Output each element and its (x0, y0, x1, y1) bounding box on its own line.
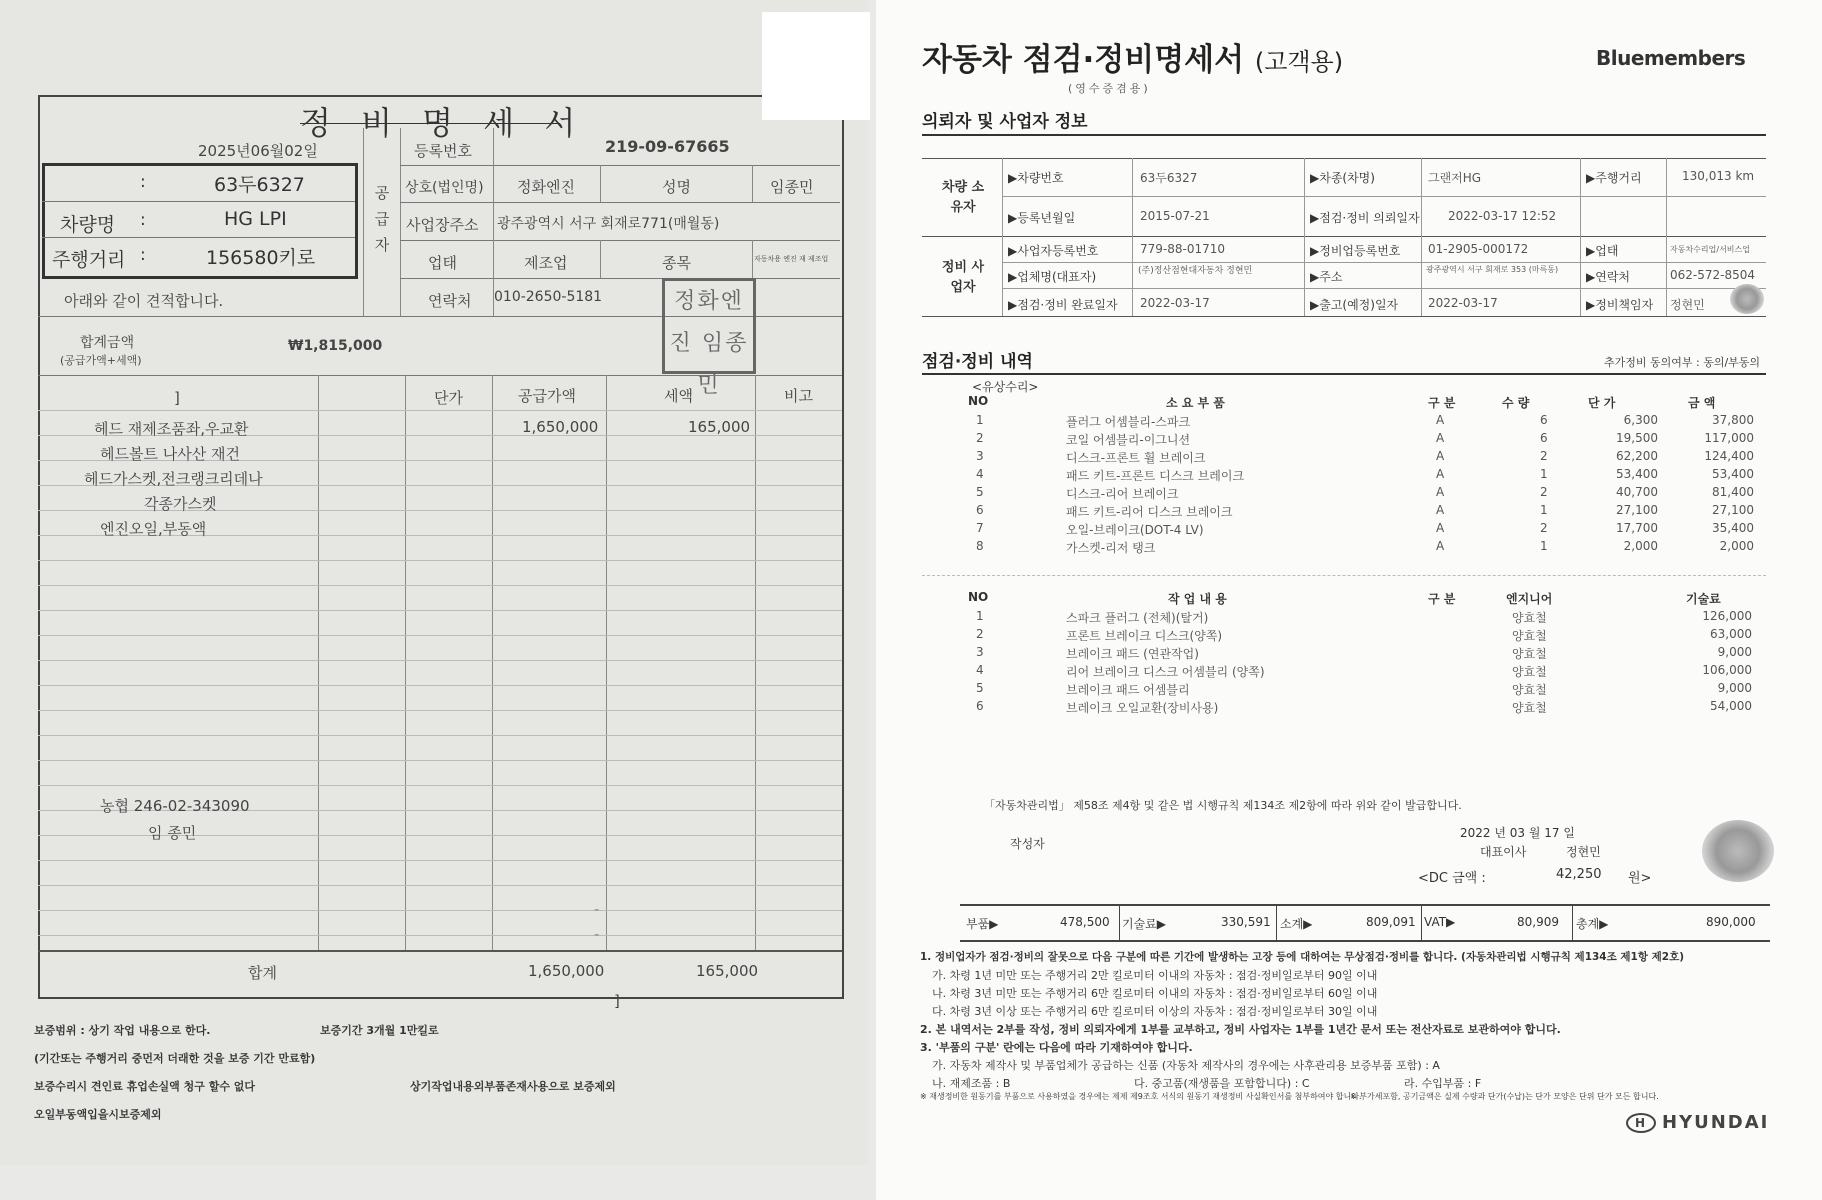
ceo-label: 대표이사 (1480, 845, 1527, 859)
sum-supply: 1,650,000 (528, 962, 605, 980)
divider (600, 165, 601, 202)
out-date-value: 2022-03-17 (1428, 296, 1498, 310)
part-no: 1 (976, 413, 984, 427)
part-amount: 117,000 (1704, 431, 1754, 445)
sum-parts-label: 부품▶ (966, 917, 999, 931)
work-col-header: 엔지니어 (1506, 592, 1553, 606)
divider (922, 236, 1766, 237)
reg-date-label: ▶등록년월일 (1008, 211, 1076, 225)
work-no: 1 (976, 609, 984, 623)
total-value: ₩1,815,000 (288, 338, 383, 354)
dc-label: <DC 금액 : (1418, 871, 1486, 886)
warranty-expiry-note: (기간또는 주행거리 중먼저 더래한 것을 보증 기간 만료함) (34, 1052, 316, 1065)
part-class: A (1436, 413, 1445, 427)
work-no: 6 (976, 699, 984, 713)
part-amount: 2,000 (1719, 539, 1754, 553)
contact-value: 010-2650-5181 (494, 289, 603, 305)
parts-col-header: 금 액 (1688, 396, 1716, 410)
shop-reg-label: ▶정비업등록번호 (1310, 244, 1401, 258)
table-row-line (38, 560, 842, 561)
table-row-line (38, 910, 842, 911)
done-date-label: ▶점검·정비 완료일자 (1008, 298, 1118, 312)
work-name: 프론트 브레이크 디스크(양쪽) (1066, 629, 1223, 643)
phone-label: ▶연락처 (1586, 270, 1631, 284)
legal-note: ※ 부가세포함, 공기금액은 실제 수량과 단가(수납)는 단가 모양은 단위 단가 모든 합니다. (1350, 1092, 1659, 1101)
shop-label: 정비 사업자 (941, 260, 985, 295)
part-class: A (1436, 467, 1445, 481)
law-text: 「자동차관리법」 제58조 제4항 및 같은 법 시행규칙 제134조 제2항에 따라 위와 같이 발급합니다. (984, 799, 1462, 812)
work-col-header: 기술료 (1686, 592, 1721, 606)
left-estimate-document (0, 0, 868, 1165)
divider (1119, 904, 1120, 940)
part-unit-price: 53,400 (1616, 467, 1658, 481)
part-name: 가스켓-리저 탱크 (1066, 541, 1156, 555)
work-fee: 9,000 (1717, 645, 1752, 659)
legal-note: 나. 재제조품 : B (932, 1077, 1011, 1090)
reg-no-label: 등록번호 (414, 142, 472, 160)
divider (1002, 288, 1766, 289)
address-value: 광주광역시 서구 회재로 353 (마륵동) (1426, 265, 1559, 274)
work-col-header: NO (968, 590, 989, 604)
divider (318, 375, 319, 950)
biz-no-value: 779-88-01710 (1140, 242, 1226, 256)
warranty-scope: 보증범위 : 상기 작업 내용으로 한다. (34, 1024, 211, 1037)
type-label: ▶업태 (1586, 244, 1619, 258)
divider (42, 237, 355, 238)
car-no-label: ▶차량번호 (1008, 171, 1064, 185)
total-sub-label: (공급가액+세액) (60, 354, 142, 367)
part-qty: 1 (1540, 503, 1548, 517)
car-no-value: 63두6327 (214, 174, 305, 196)
part-name: 디스크-리어 브레이크 (1066, 487, 1179, 501)
mileage-colon: : (140, 245, 146, 265)
divider (400, 165, 840, 166)
manager-seal (1730, 284, 1764, 314)
sum-tax: 165,000 (696, 962, 759, 980)
part-name: 오일-브레이크(DOT-4 LV) (1066, 523, 1204, 537)
right-inspection-document (876, 0, 1822, 1200)
divider (493, 128, 494, 316)
part-unit-price: 6,300 (1623, 413, 1658, 427)
divider (1002, 196, 1766, 197)
company-label: ▶업체명(대표자) (1008, 270, 1097, 284)
name-label: 성명 (662, 178, 691, 196)
item-tax: 165,000 (688, 418, 751, 436)
divider (606, 375, 607, 950)
sum-label: 합계 (248, 964, 277, 982)
part-qty: 1 (1540, 467, 1548, 481)
divider (922, 373, 1766, 375)
company-seal (1702, 820, 1774, 882)
legal-note: 다. 중고품(재생품을 포함합니다) : C (1134, 1077, 1310, 1090)
part-class: A (1436, 449, 1445, 463)
divider (1304, 158, 1305, 316)
work-engineer: 양효철 (1512, 665, 1547, 679)
table-row-line (38, 635, 842, 636)
legal-note: 다. 차령 3년 이상 또는 주행거리 6만 킬로미터 이상의 자동차 : 점검·정비일로부터 30일 이내 (932, 1005, 1378, 1018)
part-name: 패드 키트-리어 디스크 브레이크 (1066, 505, 1233, 519)
title-underline (300, 123, 560, 124)
sum-vat-label: VAT▶ (1424, 915, 1456, 929)
reg-date-value: 2015-07-21 (1140, 209, 1210, 223)
manager-value: 정현민 (1670, 298, 1705, 312)
work-name: 브레이크 패드 (연관작업) (1066, 647, 1199, 661)
divider (752, 240, 753, 278)
sum-labor-value: 330,591 (1221, 915, 1271, 929)
part-qty: 2 (1540, 521, 1548, 535)
divider (1572, 904, 1573, 940)
part-no: 7 (976, 521, 984, 535)
part-qty: 1 (1540, 539, 1548, 553)
divider (1421, 158, 1422, 316)
done-date-value: 2022-03-17 (1140, 296, 1210, 310)
owner-label: 차량 소유자 (941, 180, 985, 215)
part-unit-price: 17,700 (1616, 521, 1658, 535)
section-repair-details: 점검·정비 내역 (922, 352, 1033, 372)
sum-total-value: 890,000 (1706, 915, 1756, 929)
title-sub: (고객용) (1254, 48, 1344, 76)
part-unit-price: 40,700 (1616, 485, 1658, 499)
address-label: 사업장주소 (406, 216, 479, 234)
table-row-line (38, 585, 842, 586)
item-name: 헤드 재제조품좌,우교환 (94, 420, 249, 438)
model-value: 그랜저HG (1428, 171, 1482, 185)
part-unit-price: 19,500 (1616, 431, 1658, 445)
ceo-name: 정현민 (1566, 845, 1601, 859)
item-name: 헤드가스켓,전크랭크리데나 (84, 470, 263, 488)
mileage-value: 130,013 km (1682, 169, 1755, 183)
table-row-line (38, 410, 842, 411)
redaction-block (762, 12, 870, 120)
part-name: 플러그 어셈블리-스파크 (1066, 415, 1191, 429)
car-name-colon: : (140, 210, 146, 230)
estimate-title: 정 비 명 세 서 (300, 104, 586, 142)
address-label: ▶주소 (1310, 270, 1343, 284)
warranty-oil-note: 오일부동액입을시보증제외 (34, 1108, 162, 1121)
part-no: 4 (976, 467, 984, 481)
part-class: A (1436, 485, 1445, 499)
part-no: 5 (976, 485, 984, 499)
divider (922, 575, 1766, 576)
work-name: 브레이크 패드 어셈블리 (1066, 683, 1190, 697)
biz-type-value: 제조업 (524, 254, 568, 272)
dash-mark: - (594, 900, 600, 918)
part-class: A (1436, 503, 1445, 517)
table-row-line (38, 660, 842, 661)
table-row-line (38, 710, 842, 711)
part-no: 6 (976, 503, 984, 517)
part-amount: 124,400 (1704, 449, 1754, 463)
work-name: 리어 브레이크 디스크 어셈블리 (양쪽) (1066, 665, 1265, 679)
table-row-line (38, 760, 842, 761)
estimate-date: 2025년06월02일 (198, 142, 318, 160)
legal-note: 나. 차령 3년 미만 또는 주행거리 6만 킬로미터 이내의 자동차 : 점검·정비일로부터 60일 이내 (932, 987, 1378, 1000)
divider (960, 904, 1770, 906)
part-no: 3 (976, 449, 984, 463)
warranty-period: 보증기간 3개월 1만킬로 (320, 1024, 439, 1037)
work-col-header: 구 분 (1428, 592, 1456, 606)
divider (755, 375, 756, 950)
hyundai-logo (1626, 1112, 1769, 1133)
manager-label: ▶정비책임자 (1586, 298, 1654, 312)
table-row-line (38, 935, 842, 936)
table-row-line (38, 785, 842, 786)
part-class: A (1436, 521, 1445, 535)
dc-value: 42,250 (1556, 867, 1602, 882)
reg-no-value: 219-09-67665 (605, 137, 730, 156)
receipt-label: (영수증겸용) (1068, 82, 1151, 95)
type-value: 자동차수리업/서비스업 (1670, 245, 1750, 254)
part-qty: 6 (1540, 413, 1548, 427)
divider (38, 950, 842, 952)
work-engineer: 양효철 (1512, 629, 1547, 643)
part-qty: 6 (1540, 431, 1548, 445)
work-engineer: 양효철 (1512, 701, 1547, 715)
sum-labor-label: 기술료▶ (1122, 917, 1167, 931)
item-value: 자동차용 엔진 재 제조업 (754, 255, 829, 263)
divider (400, 202, 840, 203)
supplier-vertical-label: 공 급 자 (374, 184, 390, 254)
part-unit-price: 2,000 (1623, 539, 1658, 553)
divider (400, 278, 840, 279)
car-no-value: 63두6327 (1140, 171, 1198, 185)
part-amount: 53,400 (1712, 467, 1754, 481)
company-seal-stamp: 정화엔진 임종민 (662, 278, 756, 374)
legal-note: 가. 차령 1년 미만 또는 주행거리 2만 킬로미터 이내의 자동차 : 점검·정비일로부터 90일 이내 (932, 969, 1378, 982)
contact-label: 연락처 (428, 292, 472, 310)
bluemembers-logo: Bluemembers (1596, 46, 1746, 70)
legal-note: 라. 수입부품 : F (1404, 1077, 1482, 1090)
part-amount: 27,100 (1712, 503, 1754, 517)
part-unit-price: 62,200 (1616, 449, 1658, 463)
work-engineer: 양효철 (1512, 683, 1547, 697)
legal-note: 가. 자동차 제작사 및 부품업체가 공급하는 신품 (자동차 제작사의 경우에는 사후관리용 보증부품 포함) : A (932, 1059, 1440, 1072)
part-no: 2 (976, 431, 984, 445)
warranty-towing-note: 보증수리시 견인료 휴업손실액 청구 할수 없다 (34, 1080, 256, 1093)
work-no: 3 (976, 645, 984, 659)
biz-type-label: 업태 (428, 254, 457, 272)
divider (1666, 158, 1667, 316)
inspection-title (922, 34, 1343, 79)
divider (42, 201, 355, 202)
car-name-value: HG LPI (224, 208, 287, 230)
parts-col-header: 구 분 (1428, 396, 1456, 410)
total-label: 합계금액 (80, 335, 135, 351)
part-amount: 37,800 (1712, 413, 1754, 427)
parts-col-header: NO (968, 394, 989, 408)
divider (405, 375, 406, 950)
part-name: 디스크-프론트 휠 브레이크 (1066, 451, 1206, 465)
legal-note: 1. 정비업자가 점검·정비의 잘못으로 다음 구분에 따른 기간에 발생하는 고장 등에 대하여는 무상점검·정비를 합니다. (자동차관리법 시행규칙 제134조 제1항 제2호) (920, 951, 1685, 963)
legal-note: 2. 본 내역서는 2부를 작성, 정비 의뢰자에게 1부를 교부하고, 정비 사업자는 1부를 1년간 문서 또는 전산자료로 보관하여야 합니다. (920, 1023, 1561, 1036)
section-client-info: 의뢰자 및 사업자 정보 (922, 112, 1088, 132)
divider (1002, 158, 1003, 316)
part-name: 코일 어셈블리-이그니션 (1066, 433, 1191, 447)
car-name-label: 차량명 (60, 214, 116, 236)
work-fee: 9,000 (1717, 681, 1752, 695)
table-row-line (38, 685, 842, 686)
divider (600, 240, 601, 278)
dc-unit: 원> (1628, 871, 1652, 886)
work-no: 5 (976, 681, 984, 695)
work-fee: 54,000 (1710, 699, 1752, 713)
column-note: 비고 (784, 387, 813, 405)
part-no: 8 (976, 539, 984, 553)
out-date-label: ▶출고(예정)일자 (1310, 298, 1399, 312)
company-label: 상호(법인명) (405, 180, 484, 196)
name-value: 임종민 (770, 178, 814, 196)
bank-holder: 임 종민 (148, 824, 197, 842)
company-value: (주)정산점현대자동차 정현민 (1138, 266, 1253, 276)
dash-mark: - (594, 925, 600, 943)
divider (922, 316, 1766, 317)
work-engineer: 양효철 (1512, 611, 1547, 625)
estimate-text: 아래와 같이 견적합니다. (64, 292, 224, 310)
table-row-line (38, 860, 842, 861)
divider (1002, 262, 1766, 263)
divider (363, 128, 364, 316)
legal-note: 3. '부품의 구분' 란에는 다음에 따라 기재하여야 합니다. (920, 1041, 1193, 1054)
request-date-value: 2022-03-17 12:52 (1448, 209, 1557, 223)
column-bracket: ] (174, 389, 180, 407)
part-amount: 35,400 (1712, 521, 1754, 535)
column-tax: 세액 (664, 387, 693, 405)
work-fee: 126,000 (1702, 609, 1752, 623)
sum-sub-label: 소계▶ (1280, 917, 1313, 931)
work-col-header: 작 업 내 용 (1168, 592, 1227, 606)
divider (922, 134, 1766, 136)
table-row-line (38, 885, 842, 886)
mileage-label: 주행거리 (52, 249, 126, 271)
part-name: 패드 키트-프론트 디스크 브레이크 (1066, 469, 1245, 483)
part-amount: 81,400 (1712, 485, 1754, 499)
address-value: 광주광역시 서구 회재로771(매월동) (497, 216, 720, 232)
table-row-line (38, 735, 842, 736)
warranty-exclusion: 상기작업내용외부품존재사용으로 보증제외 (410, 1080, 616, 1093)
work-engineer: 양효철 (1512, 647, 1547, 661)
parts-col-header: 소 요 부 품 (1166, 396, 1225, 410)
item-name: 엔진오일,부동액 (100, 520, 207, 538)
divider (400, 128, 401, 316)
mileage-value: 156580키로 (206, 247, 316, 269)
divider (960, 940, 1770, 942)
mileage-label: ▶주행거리 (1586, 171, 1642, 185)
hyundai-emblem-icon: H (1626, 1113, 1656, 1133)
sum-vat-value: 80,909 (1517, 915, 1559, 929)
hyundai-wordmark: HYUNDAI (1662, 1112, 1770, 1133)
work-fee: 106,000 (1702, 663, 1752, 677)
paid-repair-label: <유상수리> (972, 380, 1039, 394)
part-class: A (1436, 539, 1445, 553)
model-label: ▶차종(차명) (1310, 171, 1375, 185)
item-name: 헤드볼트 나사산 재건 (100, 445, 240, 463)
work-no: 2 (976, 627, 984, 641)
item-supply: 1,650,000 (522, 418, 599, 436)
consent-text: 추가정비 동의여부 : 동의/부동의 (1604, 356, 1761, 369)
work-fee: 63,000 (1710, 627, 1752, 641)
divider (492, 375, 493, 950)
bank-account: 농협 246-02-343090 (100, 797, 250, 815)
divider (1276, 904, 1277, 940)
item-name: 각종가스켓 (144, 495, 217, 513)
phone-value: 062-572-8504 (1670, 268, 1756, 282)
sum-sub-value: 809,091 (1366, 915, 1416, 929)
part-unit-price: 27,100 (1616, 503, 1658, 517)
sum-total-label: 총계▶ (1576, 917, 1609, 931)
company-value: 정화엔진 (517, 178, 575, 196)
table-row-line (38, 610, 842, 611)
legal-note: ※ 재생정비한 원동기를 부품으로 사용하였을 경우에는 제제 제9조호 서식의 원동기 재생정비 사실확인서를 첨부하여야 합니다. (920, 1092, 1362, 1101)
parts-col-header: 수 량 (1502, 396, 1530, 410)
work-name: 브레이크 오일교환(장비사용) (1066, 701, 1219, 715)
divider (1132, 158, 1133, 316)
part-class: A (1436, 431, 1445, 445)
divider (752, 165, 753, 202)
biz-no-label: ▶사업자등록번호 (1008, 244, 1099, 258)
bottom-bracket: ] (614, 992, 620, 1010)
divider (1421, 904, 1422, 940)
title-main: 자동차 점검·정비명세서 (922, 42, 1245, 78)
issue-date: 2022 년 03 월 17 일 (1460, 826, 1575, 840)
author-label: 작성자 (1010, 837, 1045, 851)
divider (1580, 158, 1581, 316)
item-label: 종목 (662, 254, 691, 272)
work-no: 4 (976, 663, 984, 677)
divider (38, 375, 842, 376)
divider (922, 158, 1766, 159)
request-date-label: ▶점검·정비 의뢰일자 (1310, 211, 1420, 225)
divider (400, 240, 840, 241)
column-unit-price: 단가 (434, 389, 463, 407)
sum-parts-value: 478,500 (1060, 915, 1110, 929)
column-supply: 공급가액 (518, 387, 576, 405)
shop-reg-value: 01-2905-000172 (1428, 242, 1529, 256)
work-name: 스파크 플러그 (전체)(탈거) (1066, 611, 1209, 625)
part-qty: 2 (1540, 449, 1548, 463)
parts-col-header: 단 가 (1588, 396, 1616, 410)
part-qty: 2 (1540, 485, 1548, 499)
car-no-colon: : (140, 172, 146, 192)
